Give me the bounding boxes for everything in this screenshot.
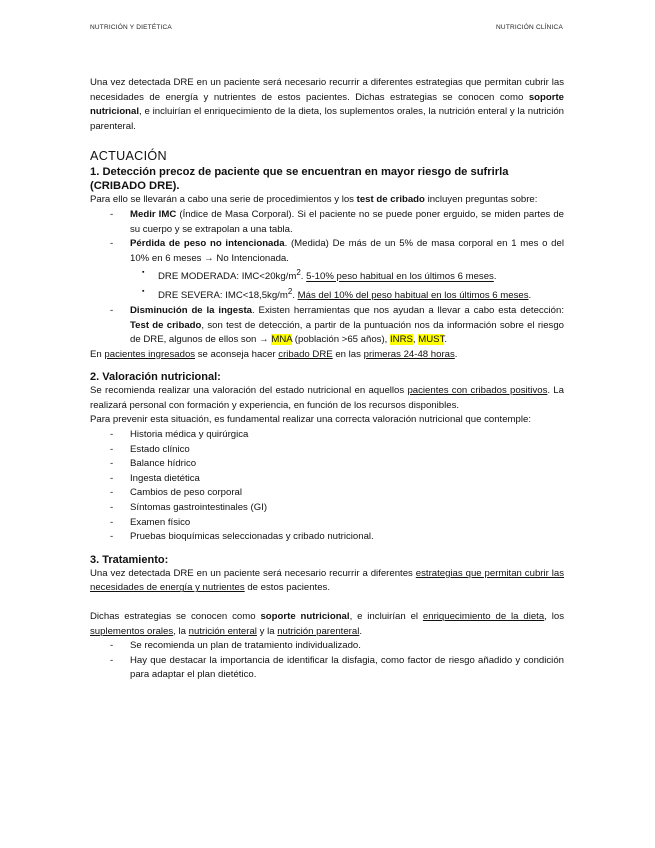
list-item: - Estado clínico (90, 443, 564, 458)
list-item: - Examen físico (90, 516, 564, 531)
list-item: - Balance hídrico (90, 457, 564, 472)
list-item-dre-moderada: ▪ DRE MODERADA: $IMC<20kg/m^2$. 5-10% peso habitual en los últimos 6 meses. (90, 266, 564, 285)
intro-paragraph: Una vez detectada DRE en un paciente será necesario recurrir a diferentes estrategias que permitan cubrir las necesidades de energía y nutrientes de estos pacientes. Dichas estrategias se conocen como soporte nutricional, e incluirían el enriquecimiento de la dieta, los suplementos orales, la nutrición enteral y la nutrición parenteral. (90, 77, 564, 132)
header-left: NUTRICIÓN Y DIETÉTICA (90, 24, 172, 31)
dre-sublist (90, 266, 564, 304)
header-right: NUTRICIÓN CLÍNICA (496, 24, 563, 31)
highlight-must: MUST (418, 334, 445, 346)
section-1-title: 1. Detección precoz de paciente que se encuentran en mayor riesgo de sufrirla (CRIBADO DRE). (90, 166, 509, 193)
section-3-paragraph-1: Una vez detectada DRE en un paciente será necesario recurrir a diferentes estrategias que permitan cubrir las necesidades de energía y nutrientes de estos pacientes. (90, 567, 564, 594)
section-2-paragraph-1: Se recomienda realizar una valoración del estado nutricional en aquellos pacientes con cribados positivos. La realizará personal con formación y experiencia, en función de los recursos disponibles. (90, 385, 564, 411)
list-item-ingesta: - Disminución de la ingesta. Existen herramientas que nos ayudan a llevar a cabo esta detección: Test de cribado, son test de detección, a partir de la puntuación nos da información sobre el riesgo de DRE, algunos de ellos son → MNA (población >65 años), INRS, MUST. (90, 304, 564, 348)
highlight-mna: MNA (271, 334, 293, 346)
list-item: - Se recomienda un plan de tratamiento individualizado. (90, 639, 564, 654)
section-1-closing: En pacientes ingresados se aconseja hacer cribado DRE en las primeras 24-48 horas. (90, 348, 458, 360)
section-2-list (90, 428, 564, 545)
list-item: - Pruebas bioquímicas seleccionadas y cribado nutricional. (90, 530, 564, 545)
section-1-list (90, 208, 564, 348)
list-item-dre-severa: ▪ DRE SEVERA: $IMC<18,5kg/m^2$. Más del 10% del peso habitual en los últimos 6 meses. (90, 285, 564, 304)
section-3-list (90, 639, 564, 683)
section-actuacion-heading: ACTUACIÓN (90, 149, 167, 164)
section-1-intro: Para ello se llevarán a cabo una serie de procedimientos y los test de cribado incluyen preguntas sobre: (90, 194, 538, 206)
list-item-imc: - Medir IMC (Índice de Masa Corporal). Si el paciente no se puede poner erguido, se miden partes de su cuerpo y se extrapolan a una tabla. (90, 208, 564, 237)
list-item: - Ingesta dietética (90, 472, 564, 487)
section-2-title: 2. Valoración nutricional: (90, 371, 221, 384)
section-3-title: 3. Tratamiento: (90, 553, 169, 566)
list-item-peso: - Pérdida de peso no intencionada. (Medida) De más de un 5% de masa corporal en 1 mes o del 10% en 6 meses → No Intencionada. ▪ DRE MODERADA: $IMC<20kg/m^2$. 5-10% peso habitual en los últimos 6 meses. ▪ DRE SEVERA: $IMC<18,5kg/m^2$. Más del 10% del peso habitual en los últimos 6 meses. (90, 237, 564, 304)
list-item: - Cambios de peso corporal (90, 486, 564, 501)
document-body (90, 76, 564, 683)
section-2-paragraph-2: Para prevenir esta situación, es fundamental realizar una correcta valoración nutricional que contemple: (90, 414, 532, 426)
list-item: - Hay que destacar la importancia de identificar la disfagia, como factor de riesgo añadido y condición para adaptar el plan dietético. (90, 654, 564, 683)
list-item: - Historia médica y quirúrgica (90, 428, 564, 443)
list-item: - Síntomas gastrointestinales (GI) (90, 501, 564, 516)
highlight-inrs: INRS (390, 334, 413, 346)
section-3-paragraph-2: Dichas estrategias se conocen como soporte nutricional, e incluirían el enriquecimiento de la dieta, los suplementos orales, la nutrición enteral y la nutrición parenteral. (90, 611, 564, 637)
